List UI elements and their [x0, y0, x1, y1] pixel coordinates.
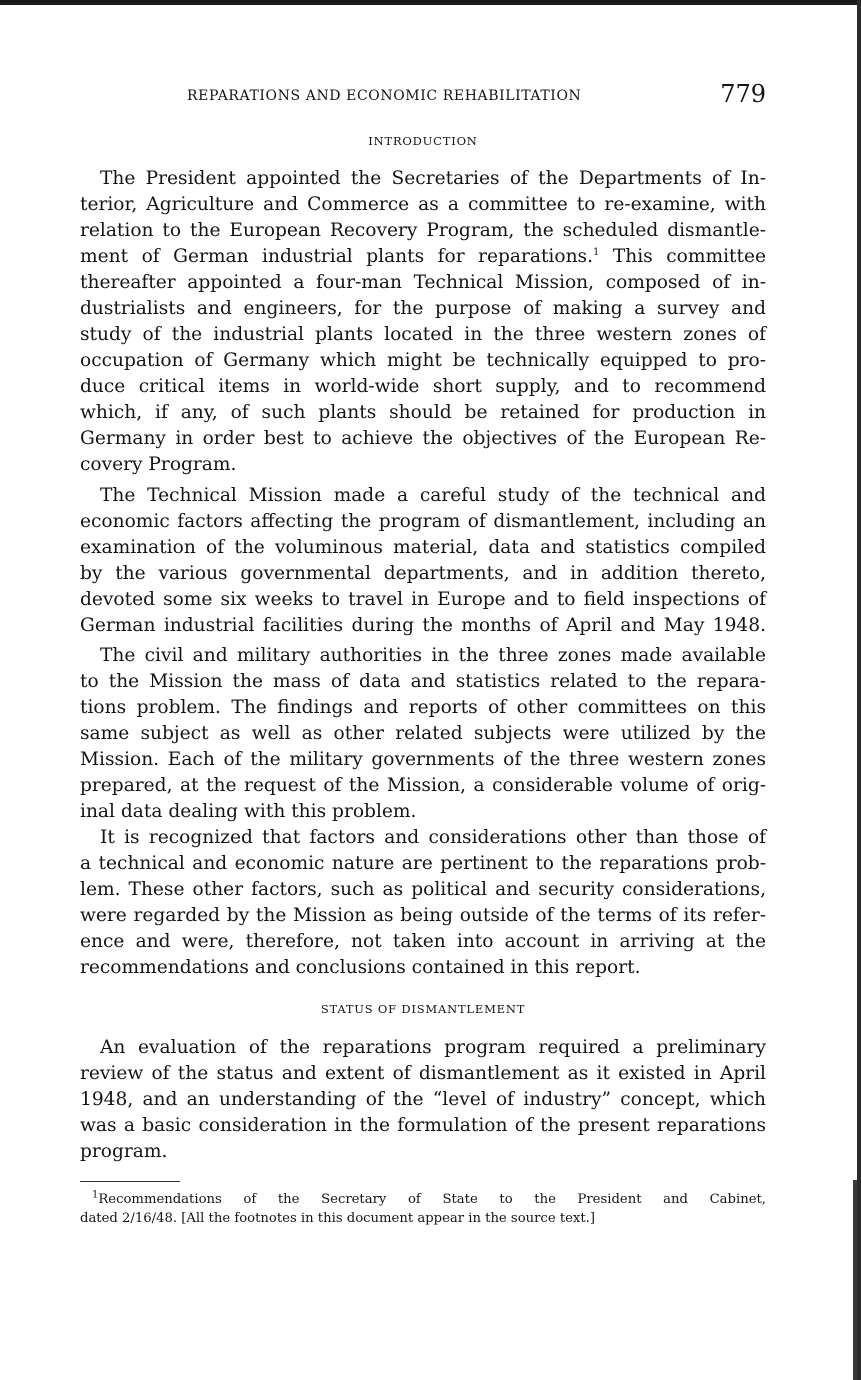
footnote-ref: 1	[593, 246, 600, 258]
text-line: Mission. Each of the military governments of the three western zones	[80, 749, 766, 770]
text-line	[80, 245, 766, 269]
right-page-edge-shadow	[853, 1180, 857, 1380]
text-line: thereafter appointed a four-man Technical Mission, composed of in-	[80, 272, 766, 293]
text-line: dustrialists and engineers, for the purpose of making a survey and	[80, 298, 766, 319]
text-span: ment of German industrial plants for reparations.	[80, 246, 593, 267]
text-line: economic factors affecting the program of dismantlement, including an	[80, 511, 766, 532]
text-line: 1948, and an understanding of the “level of industry” concept, which	[80, 1089, 766, 1110]
text-line: occupation of Germany which might be technically equipped to pro-	[80, 350, 766, 371]
text-line: to the Mission the mass of data and statistics related to the repara-	[80, 671, 766, 692]
text-line: An evaluation of the reparations program required a preliminary	[100, 1037, 766, 1058]
text-line: same subject as well as other related subjects were utilized by the	[80, 723, 766, 744]
footnote-line	[92, 1191, 766, 1209]
text-line: German industrial facilities during the months of April and May 1948.	[80, 615, 766, 636]
text-line: examination of the voluminous material, data and statistics compiled	[80, 537, 766, 558]
text-line: The civil and military authorities in the three zones made available	[100, 645, 766, 666]
text-line: program.	[80, 1141, 168, 1162]
text-line: study of the industrial plants located in the three western zones of	[80, 324, 766, 345]
page-number: 779	[720, 80, 766, 108]
text-line: Germany in order best to achieve the objectives of the European Re-	[80, 428, 766, 449]
text-line: covery Program.	[80, 454, 237, 475]
text-line: ence and were, therefore, not taken into account in arriving at the	[80, 931, 766, 952]
text-line: terior, Agriculture and Commerce as a committee to re-examine, with	[80, 194, 766, 215]
text-line: relation to the European Recovery Program, the scheduled dismantle-	[80, 220, 766, 241]
running-head	[80, 80, 770, 110]
text-line: were regarded by the Mission as being outside of the terms of its refer-	[80, 905, 766, 926]
footnote-rule	[80, 1181, 180, 1182]
right-page-edge	[857, 0, 861, 1380]
text-line: lem. These other factors, such as political and security considerations,	[80, 879, 766, 900]
text-line: duce critical items in world-wide short supply, and to recommend	[80, 376, 766, 397]
text-line: devoted some six weeks to travel in Europe and to field inspections of	[80, 589, 766, 610]
text-line: recommendations and conclusions contained in this report.	[80, 957, 641, 978]
text-line: inal data dealing with this problem.	[80, 801, 417, 822]
heading-introduction: INTRODUCTION	[368, 134, 478, 148]
footnote-line: dated 2/16/48. [All the footnotes in this document appear in the source text.]	[80, 1211, 595, 1226]
footnote-text: Recommendations of the Secretary of State to the President and Cabinet,	[98, 1192, 766, 1207]
top-page-edge	[0, 0, 861, 5]
text-line: prepared, at the request of the Mission, a considerable volume of orig-	[80, 775, 766, 796]
footnote-marker: 1	[92, 1189, 99, 1201]
heading-status-of-dismantlement: STATUS OF DISMANTLEMENT	[320, 1002, 526, 1016]
running-title: REPARATIONS AND ECONOMIC REHABILITATION	[187, 88, 582, 104]
text-line: The President appointed the Secretaries of the Departments of In-	[100, 168, 766, 189]
text-line: a technical and economic nature are pertinent to the reparations prob-	[80, 853, 766, 874]
text-line: by the various governmental departments, and in addition thereto,	[80, 563, 766, 584]
text-span: This committee	[599, 246, 766, 267]
text-line: review of the status and extent of dismantlement as it existed in April	[80, 1063, 766, 1084]
text-line: The Technical Mission made a careful study of the technical and	[100, 485, 766, 506]
text-line: It is recognized that factors and considerations other than those of	[100, 827, 766, 848]
text-line: was a basic consideration in the formulation of the present reparations	[80, 1115, 766, 1136]
text-line: tions problem. The findings and reports of other committees on this	[80, 697, 766, 718]
text-line: which, if any, of such plants should be retained for production in	[80, 402, 766, 423]
